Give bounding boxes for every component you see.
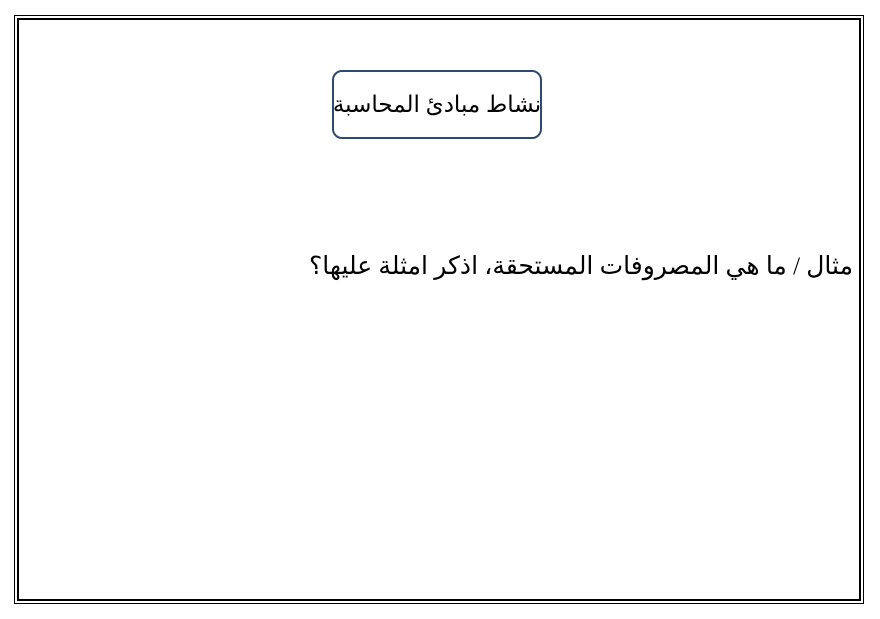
- title-box: [332, 70, 542, 139]
- title-box-label: نشاط مبادئ المحاسبة: [332, 91, 542, 117]
- question-text: مثال / ما هي المصروفات المستحقة، اذكر امثلة عليها؟: [309, 253, 853, 280]
